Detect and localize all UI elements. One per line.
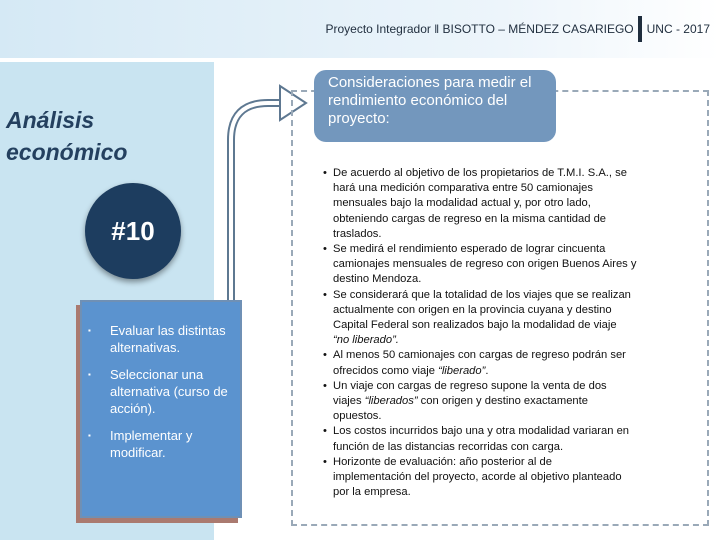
- list-line: • Se medirá el rendimiento esperado de lograr cincuenta: [333, 243, 606, 256]
- considerations-heading: [314, 70, 556, 142]
- header-right-text: UNC - 2017: [646, 22, 710, 36]
- step-line: alternativa (curso de: [110, 384, 228, 399]
- bullet-icon: ▪: [88, 326, 91, 335]
- list-item: [312, 242, 682, 288]
- list-line: Capital Federal son realizados bajo la modalidad de viaje: [333, 319, 617, 332]
- step-line: alternativas.: [110, 340, 181, 355]
- list-item: [312, 424, 682, 454]
- list-text: viajes: [333, 395, 365, 408]
- list-line: [333, 394, 682, 409]
- list-line: • Se considerará que la totalidad de los viajes que se realizan: [333, 288, 631, 301]
- list-line: • Los costos incurridos bajo una y otra modalidad variaran en: [333, 425, 630, 438]
- step-line: acción).: [110, 401, 156, 416]
- list-line: • Horizonte de evaluación: año posterior al de: [333, 455, 552, 468]
- list-line: obteniendo cargas de regreso en la misma cantidad de: [333, 212, 607, 225]
- list-line: • Un viaje con cargas de regreso supone la venta de dos: [333, 379, 607, 392]
- section-title-line2: económico: [6, 139, 128, 165]
- list-italic: “liberado”: [438, 364, 486, 377]
- step-line: modificar.: [110, 445, 166, 460]
- list-line: [333, 364, 682, 379]
- list-line: opuestos.: [333, 410, 382, 423]
- list-italic: “liberados”: [364, 395, 418, 408]
- list-line: camionajes mensuales de regreso con origen Buenos Aires y: [333, 258, 637, 271]
- list-line: • Al menos 50 camionajes con cargas de regreso podrán ser: [333, 349, 626, 362]
- considerations-list: [312, 166, 682, 500]
- heading-line: Consideraciones para medir el: [328, 74, 532, 91]
- list-item: [312, 455, 682, 501]
- list-line: mensuales bajo la modalidad actual y, por otro lado,: [333, 197, 591, 210]
- list-line: traslados.: [333, 227, 382, 240]
- heading-line: rendimiento económico del: [328, 92, 508, 109]
- list-line: por la empresa.: [333, 486, 411, 499]
- section-title-line1: Análisis: [6, 107, 95, 133]
- heading-line: proyecto:: [328, 110, 390, 127]
- header-left-text: Proyecto Integrador ‖ BISOTTO – MÉNDEZ CASARIEGO: [325, 22, 634, 36]
- list-item: [312, 379, 682, 425]
- list-line: actualmente con origen en la provincia cuyana y destino: [333, 303, 612, 316]
- list-text: ofrecidos como viaje: [333, 364, 439, 377]
- step-line: Implementar y: [110, 428, 193, 443]
- list-item: [312, 348, 682, 378]
- list-text: .: [485, 364, 489, 377]
- list-line: destino Mendoza.: [333, 273, 422, 286]
- list-text: con origen y destino exactamente: [417, 395, 588, 408]
- list-line: • De acuerdo al objetivo de los propietarios de T.M.I. S.A., se: [333, 167, 627, 179]
- step-badge: #10: [85, 183, 181, 279]
- list-line: hará una medición comparativa entre 50 camionajes: [333, 182, 593, 195]
- step-line: Seleccionar una: [110, 367, 204, 382]
- list-line: función de las distancias recorridas con carga.: [333, 440, 564, 453]
- list-item: [312, 288, 682, 349]
- list-line: implementación del proyecto, acorde al objetivo planteado: [333, 471, 622, 484]
- list-item: [312, 166, 682, 242]
- bullet-icon: ▪: [88, 370, 91, 379]
- list-italic: “no liberado”.: [333, 334, 399, 347]
- step-line: Evaluar las distintas: [110, 323, 226, 338]
- bullet-icon: ▪: [88, 431, 91, 440]
